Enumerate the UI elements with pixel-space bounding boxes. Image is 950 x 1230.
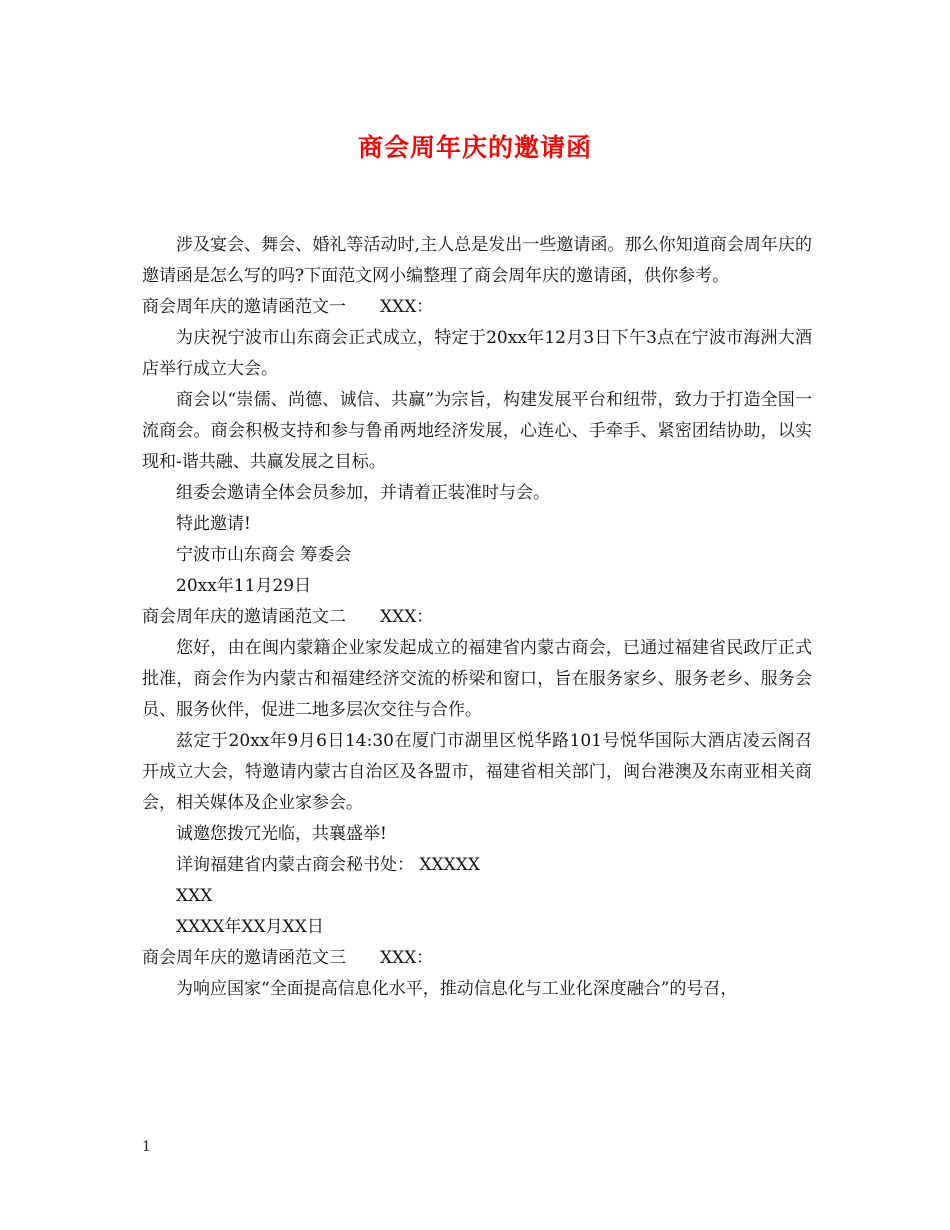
paragraph-text: 特此邀请! [176, 514, 251, 534]
paragraph-text: 您好，由在闽内蒙籍企业家发起成立的福建省内蒙古商会，已通过福建省民政厅正式批准，商会作为内蒙古和福建经济交流的桥梁和窗口，旨在服务家乡、服务老乡、服务会员、服务伙伴，促进二地多层次交往与合作。 [142, 638, 812, 720]
paragraph [142, 850, 812, 881]
paragraph-text: XXXX年XX月XX日 [176, 917, 324, 937]
document-title: 商会周年庆的邀请函 [357, 133, 592, 162]
salutation: XXX： [380, 948, 434, 968]
document-body [142, 230, 812, 1005]
paragraph [142, 509, 812, 540]
paragraph-text: 详询福建省内蒙古商会秘书处： XXXXX [176, 855, 480, 875]
paragraph-text: 兹定于20xx年9月6日14:30在厦门市湖里区悦华路101号悦华国际大酒店凌云阁召开成立大会，特邀请内蒙古自治区及各盟市，福建省相关部门，闽台港澳及东南亚相关商会，相关媒体及企业家参会。 [142, 731, 812, 813]
paragraph [142, 633, 812, 726]
paragraph [142, 230, 812, 292]
paragraph [142, 726, 812, 819]
paragraph [142, 540, 812, 571]
salutation: XXX： [380, 297, 434, 317]
paragraph-text: 商会以“崇儒、尚德、诚信、共赢”为宗旨，构建发展平台和纽带，致力于打造全国一流商会。商会积极支持和参与鲁甬两地经济发展，心连心、手牵手、紧密团结协助，以实现和-谐共融、共赢发展之目标。 [142, 390, 812, 472]
paragraph [142, 571, 812, 602]
paragraph [142, 974, 812, 1005]
paragraph [142, 819, 812, 850]
paragraph [142, 478, 812, 509]
paragraph [142, 912, 812, 943]
paragraph-text: 商会周年庆的邀请函范文三 [142, 948, 346, 968]
paragraph-text: 20xx年11月29日 [176, 576, 312, 596]
salutation: XXX： [380, 607, 434, 627]
paragraph-text: 商会周年庆的邀请函范文二 [142, 607, 346, 627]
paragraph-text: 为庆祝宁波市山东商会正式成立，特定于20xx年12月3日下午3点在宁波市海洲大酒店举行成立大会。 [142, 328, 812, 379]
paragraph [142, 323, 812, 385]
section-heading [142, 292, 812, 323]
paragraph-text: 涉及宴会、舞会、婚礼等活动时,主人总是发出一些邀请函。那么你知道商会周年庆的邀请函是怎么写的吗?下面范文网小编整理了商会周年庆的邀请函，供你参考。 [142, 235, 812, 286]
page-number: 1 [142, 1139, 151, 1155]
paragraph-text: 组委会邀请全体会员参加，并请着正装准时与会。 [176, 483, 550, 503]
section-heading [142, 943, 812, 974]
paragraph-text: XXX [176, 886, 213, 906]
paragraph-text: 宁波市山东商会 筹委会 [176, 545, 352, 565]
section-heading [142, 602, 812, 633]
paragraph [142, 385, 812, 478]
paragraph [142, 881, 812, 912]
paragraph-text: 诚邀您拨冗光临，共襄盛举! [176, 824, 387, 844]
paragraph-text: 为响应国家“全面提高信息化水平，推动信息化与工业化深度融合”的号召， [176, 979, 738, 999]
paragraph-text: 商会周年庆的邀请函范文一 [142, 297, 346, 317]
